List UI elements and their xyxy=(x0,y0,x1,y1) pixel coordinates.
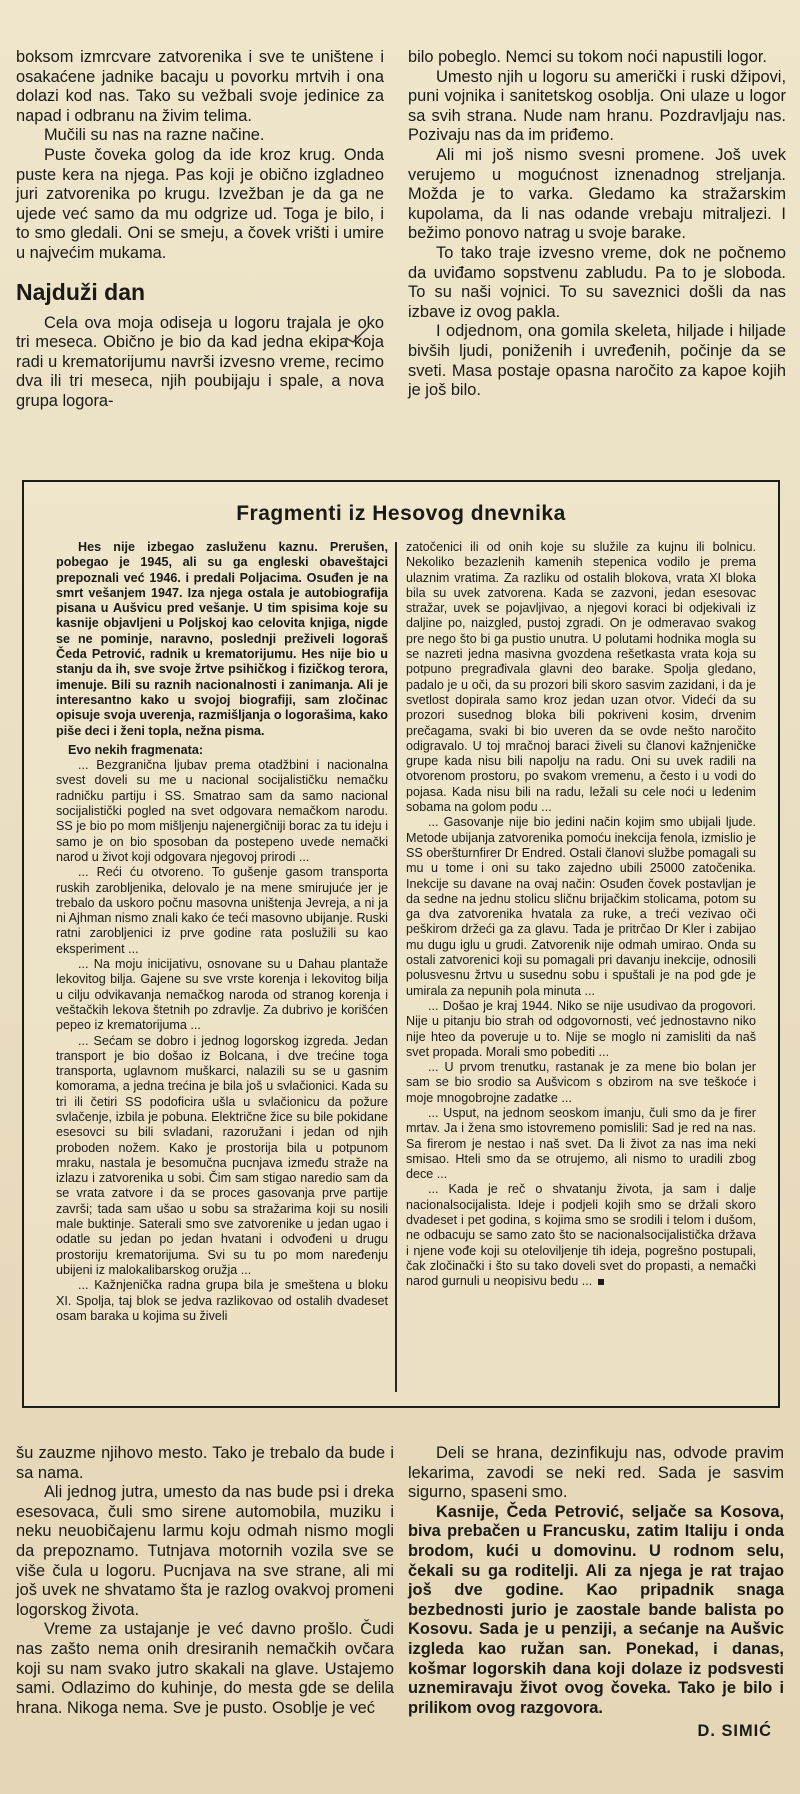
fragment: ... Gasovanje nije bio jedini način kojim smo ubijali ljude. Metode ubijanja zatvorenika pomoću inekcija fenola, izmislio je SS oberšturnfirer Dr Endred. Ostali članovi službe pomagali su mu u tome i oni su tako zajedno ubili 25000 zatočenika. Inekcije su davane na ovaj način: Osuđen čovek postavljan je da sedne na jednu stolicu sličnu brijačkim stolicama, potom su ga dva zatvorenika hvatala za ruke, a treći vezivao oči peškirom držeći ga za glavu. Tada je pritrčao Dr Kler i zabijao mu dugu iglu u grudi. Zatvorenik nije odmah umirao. Onda su ostali zatvorenici koji su pomagali pri davanju inekcije, odnosili polusvesnu žrtvu u susednu sobu i spuštali je na pod gde je umirala za nepunih pola minuta ... xyxy=(406,815,757,998)
column-top-left xyxy=(16,48,384,412)
column-divider xyxy=(395,542,397,1392)
end-mark-icon xyxy=(598,1279,604,1285)
paragraph: Cela ova moja odiseja u logoru trajala je oko tri meseca. Obično je bio da kad jedna ekipa koja radi u krematorijumu navrši izvesno vreme, recimo dva ili tri meseca, njih poubijaju i spale, a nova grupa logora- xyxy=(16,313,384,410)
paragraph: To tako traje izvesno vreme, dok ne počnemo da uviđamo sopstvenu zabludu. Pa to je sloboda. To su naši vojnici. To su saveznici došli da nas izbave iz ovog pakla. xyxy=(408,243,786,321)
paragraph: Ali mi još nismo svesni promene. Još uvek verujemo u mogućnost iznenadnog streljanja. Možda je to varka. Gledamo ka stražarskim kupolama, da li nas odande vrebaju mitraljezi. I bežimo ponovo natrag u svoje barake. xyxy=(408,145,786,243)
paragraph: Vreme za ustajanje je već davno prošlo. Čudi nas zašto nema onih dresiranih nemačkih ovčara koji su nam svako jutro skakali na glave. Ustajemo sami. Odlazimo do kuhinje, do mesta gde se delila hrana. Nikoga nema. Sve je pusto. Osoblje je već xyxy=(16,1620,394,1717)
fragment: ... Reći ću otvoreno. To gušenje gasom transporta ruskih zarobljenika, delovalo je na mene smirujuće jer je trebalo da uskoro počnu masovna uništenja Jevreja, a ni ja ni Ajhman nismo znali kako će teći masovno ubijanje. Ruski ratni zarobljenici iz prve godine rata poslužili su kao eksperiment ... xyxy=(56,865,388,956)
paragraph: Kasnije, Čeda Petrović, seljače sa Kosova, biva prebačen u Francusku, zatim Italiju i onda brodom, kući u domovinu. U rodnom selu, čekali su ga roditelji. Ali za njega je rat trajao još dve godine. Kao pripadnik snaga bezbednosti jurio je zaostale bande balista po Kosovu. Sada je u penziji, a sećanje na Aušvic izgleda kao ružan san. Ponekad, i danas, košmar logorskih dana koji dolaze iz podsvesti uznemiravaju život ovog čoveka. Tako je bilo i prilikom ovog razgovora. xyxy=(408,1502,784,1717)
box-title: Fragmenti iz Hesovog dnevnika xyxy=(236,502,566,525)
fragment-last xyxy=(406,1182,756,1289)
pen-mark-icon xyxy=(344,326,370,344)
column-top-right xyxy=(408,48,786,401)
section-heading: Najduži dan xyxy=(16,278,146,305)
paragraph: Umesto njih u logoru su američki i ruski džipovi, puni vojnika i sanitetskog osoblja. Oni ulaze u logor sa svih strana. Nude nam hranu. Pozdravljaju nas. Pozivaju nas da im priđemo. xyxy=(408,67,786,145)
fragment: ... U prvom trenutku, rastanak je za mene bio bolan jer sam se bio srodio sa Aušvicom s obzirom na sve teškoće i moje mnogobrojne zadatke ... xyxy=(406,1060,756,1105)
fragment-text: ... Kada je reč o shvatanju života, ja sam i dalje nacionalsocijalista. Ideje i podjeli kojih smo se držali skoro dvadeset i pet godina, s kojima smo se srodili i telom i dušom, ne odbacuju se samo zato što se nacionalsocijalistička država i njene vođe koji su oteloviljenje tih ideja, pogrešno postupali, čak zločinački i što su tako doveli svet do propasti, a nemački narod gurnuli u neopisivu bedu ... xyxy=(406,1182,756,1289)
paragraph: Mučili su nas na razne načine. xyxy=(44,126,265,145)
paragraph: Ali jednog jutra, umesto da nas bude psi i dreka esesovaca, čuli smo sirene automobila, muziku i neku neuobičajenu larmu koju odmah nismo mogli da prepoznamo. Tutnjava motornih vozila sve se više čula u logoru. Pucnjava na sve strane, ali mi još uvek ne shvatamo šta je razlog ovakvoj promeni logorskog života. xyxy=(16,1483,394,1619)
fragment: zatočenici ili od onih koje su služile za kujnu ili bolnicu. Nekoliko bezazlenih kamenih stepenica vodilo je prema ulaznim vratima. Za razliku od ostalih blokova, vrata XI bloka bila su uvek zatvorena. Kada se zazvoni, jedan esesovac stražar, uvek se pojavljivao, a njegovi koraci bi odjekivali iz daljine po, naizgled, pustoj zgradi. On je odmeravao svakog pre nego što bi ga pustio unutra. U polutami hodnika mogla su se nazreti jedna masivna gvozdena rešetkasta vrata koja su potpuno pregrađivala glavni deo barake. Spolja gledano, padalo je u oči, da su prozori bili skoro sasvim zazidani, i da je svetlost dopirala samo kroz jedan uzan otvor. Videći da su prozori susednog bloka bili pokriveni kosim, drvenim prečagama, svaki bi bio uveren da se ovde nešto naročito odigravalo. U tој mračnoj baraci živeli su članovi kažnjeničke grupe kada nisu bili napolju na radu. Oni su uvek radili na otvorenom prostoru, po svakom vremenu, a često i u vodi do pojasa. Kada nisu bili na radu, ležali su cele noći u ledenim sobama na golom podu ... xyxy=(406,540,756,815)
paragraph: Deli se hrana, dezinfikuju nas, odvode pravim lekarima, zavodi se neki red. Sada je sasvim sigurno, spaseni smo. xyxy=(408,1444,784,1502)
box-column-right xyxy=(406,540,756,1290)
author-signature: D. SIMIĆ xyxy=(697,1722,772,1741)
box-intro: Hes nije izbegao zasluženu kaznu. Prerušen, pobegao je 1945, ali su ga engleski obaveštajci prepoznali već 1946. i predali Poljacima. Osuđen je na smrt vešanjem 1947. Iza njega ostala je autobiografija pisana u Aušvicu pred vešanje. U tim spisima koje su kasnije objavljeni u Poljskoj kao celovita knjiga, nigde se ne pominje, naravno, poslednji preživeli logoraš Čeda Petrović, radnik u krematorijumu. Hes nije bio u stanju da ih, sve svoje žrtve psihičkog i fizičkog terora, imenuje. Bili su raznih nacionalnosti i zanimanja. Ali je interesantno kako u svojoj biografiji, sam zločinac opisuje svoja uverenja, razmišljanja o logorašima, kako piše deci i ženi topla, nežna pisma. xyxy=(56,540,388,738)
column-bottom-left xyxy=(16,1444,394,1718)
paragraph: boksom izmrcvare zatvorenika i sve te uništene i osakaćene jadnike bacaju u povorku mrtvih i ona dolazi kod nas. Tako su vežbali svoje jedinice za napad i odbranu na živim telima. xyxy=(16,48,384,125)
fragment: ... Na moju inicijativu, osnovane su u Dahau plantaže lekovitog bilja. Gajene su sve vrste korenja i lekovitog bilja u cilju odvikavanja nemačkog naroda od stranog korenja i veštačkih lekova štetnih po zdravlje. Za dubrivo je korišćen pepeo iz krematorijuma ... xyxy=(56,957,388,1033)
fragment: ... Bezgranična ljubav prema otadžbini i nacionalna svest doveli su me u nacional socijalističku nemačku radničku partiju i SS. Smatrao sam da samo nacional socijalistički pogled na svet odgovara nemačkom narodu. SS je bio po mom mišljenju najenergičniji borac za tu ideju i samo je on bio sposoban da postepeno uvede nemački narod u život koji odgovara njegovoj prirodi ... xyxy=(56,758,388,864)
fragment: ... Došao je kraj 1944. Niko se nije usudivao da progovori. Nije u pitanju bio strah od odgovornosti, već jednostavno niko nije hteo da poveruje u to. Nije se moglo ni zamisliti da naš svet propada. Morali smo pobediti ... xyxy=(406,998,756,1059)
paragraph: Puste čoveka golog da ide kroz krug. Onda puste kera na njega. Pas koji je obično izgladneo juri zatvorenika po krugu. Izvežban je da ga ne ujede već samo da mu odgrize ud. Toga je bilo, i to smo gledali. Oni se smeju, a čovek vrišti i umire u najvećim mukama. xyxy=(16,145,384,262)
fragment: ... Sećam se dobro i jednog logorskog izgreda. Jedan transport je bio došao iz Bolcana, i dve trećine toga transporta, uglavnom muškarci, nalazili su se u gasnim komorama, a jedna trećina je bila još u svlačionici. Kada su tri ili četiri SS podoficira ušla u svlačionicu da požure svlačenje, izbila je pobuna. Električne žice su bile pokidane esesovci su bili svladani, razoružani i jedan od njih proboden nožem. Kako je prostorija bila u potpunom mraku, nastala je besomučna pucnjava između straže na izlazu i zatvorenika u sobi. Čim sam stigao naredio sam da se vrata zatvore i da se proces gasovanja prve partije završi; tada sam ušao u sobu sa stražarima koji su nosili male buktinje. Saterali smo sve zatvorenike u jedan ugao i odatle su jedan po jedan hvatani i odvođeni u drugu prostoriju krematorijuma. Svi su tu po mom naređenju ubijeni iz malokalibarskog oružja ... xyxy=(56,1033,388,1277)
box-column-left xyxy=(56,540,388,1324)
paragraph: šu zauzme njihovo mesto. Tako je trebalo da bude i sa nama. xyxy=(16,1444,394,1482)
sidebar-box xyxy=(22,480,780,1408)
fragment: ... Kažnjenička radna grupa bila je smeštena u bloku XI. Spolja, taj blok se jedva razlikovao od ostalih dvadeset osam baraka u kojima su živeli xyxy=(56,1278,388,1323)
fragment: ... Usput, na jednom seoskom imanju, čuli smo da je firer mrtav. Ja i žena smo istovremeno pomislili: Sad je red na nas. Sa firerom je nestao i naš svet. Da li život za nas ima neki smisao. Hteli smo da se otrujemo, ali nismo to uradili zbog dece ... xyxy=(406,1105,756,1182)
column-bottom-right xyxy=(408,1444,784,1742)
paragraph: bilo pobeglo. Nemci su tokom noći napustili logor. xyxy=(408,48,767,66)
box-subheading: Evo nekih fragmenata: xyxy=(68,742,204,757)
paragraph: I odjednom, ona gomila skeleta, hiljade i hiljade bivših ljudi, poniženih i uvređenih, počinje da se sveti. Masa postaje opasna naročito za kapoe kojih je još bilo. xyxy=(408,322,786,400)
